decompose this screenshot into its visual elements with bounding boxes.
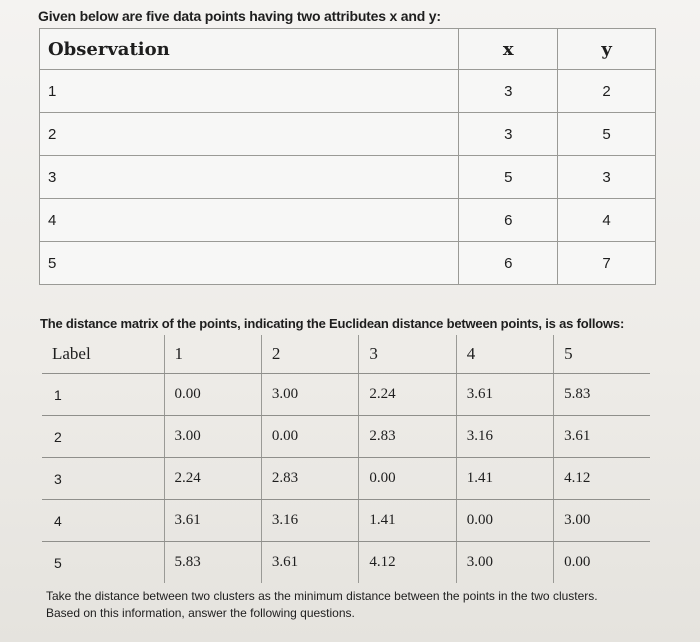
distance-cell: 0.00 (261, 416, 358, 458)
y-cell: 5 (558, 113, 656, 156)
table-row (40, 113, 656, 156)
distance-cell: 2.83 (359, 416, 456, 458)
table-row (40, 156, 656, 199)
row-label: 5 (54, 554, 62, 571)
distance-cell: 5.83 (554, 374, 650, 416)
table-row (42, 374, 650, 416)
distance-header-row (42, 335, 650, 374)
table-row (40, 199, 656, 242)
distance-cell: 0.00 (164, 374, 261, 416)
distance-cell: 3.00 (554, 500, 650, 542)
y-cell: 7 (558, 242, 656, 285)
distance-cell: 1.41 (359, 500, 456, 542)
distance-cell: 0.00 (456, 500, 553, 542)
distance-intro-text: The distance matrix of the points, indicating the Euclidean distance between points, is as follows: (40, 316, 625, 331)
table-row (42, 458, 650, 500)
x-cell: 3 (459, 113, 558, 156)
header-col-3: 3 (359, 335, 456, 374)
y-cell: 2 (558, 70, 656, 113)
header-col-5: 5 (554, 335, 650, 374)
intro-text: Given below are five data points having two attributes x and y: (38, 8, 441, 24)
header-col-4: 4 (456, 335, 553, 374)
distance-cell: 3.00 (261, 374, 358, 416)
header-observation: Observation (40, 29, 459, 70)
distance-cell: 2.24 (164, 458, 261, 500)
distance-matrix-table (42, 335, 650, 583)
header-col-1: 1 (164, 335, 261, 374)
header-y: y (558, 29, 656, 70)
table-row (42, 542, 650, 584)
distance-cell: 3.00 (456, 542, 553, 584)
table-row (42, 416, 650, 458)
observation-cell: 4 (40, 199, 459, 242)
distance-cell: 0.00 (554, 542, 650, 584)
distance-cell: 2.24 (359, 374, 456, 416)
distance-cell: 1.41 (456, 458, 553, 500)
distance-cell: 0.00 (359, 458, 456, 500)
instructions-text: Take the distance between two clusters as the minimum distance between the points in the two clusters. Based on this information, answer the following questions. (46, 589, 598, 620)
distance-cell: 4.12 (359, 542, 456, 584)
distance-cell: 4.12 (554, 458, 650, 500)
distance-cell: 3.16 (261, 500, 358, 542)
x-cell: 6 (459, 199, 558, 242)
header-col-2: 2 (261, 335, 358, 374)
distance-cell: 5.83 (164, 542, 261, 584)
observation-table (39, 28, 656, 285)
distance-cell: 3.61 (164, 500, 261, 542)
x-cell: 5 (459, 156, 558, 199)
observation-cell: 2 (40, 113, 459, 156)
row-label: 3 (42, 458, 164, 500)
header-x: x (459, 29, 558, 70)
distance-cell: 2.83 (261, 458, 358, 500)
distance-cell: 3.61 (456, 374, 553, 416)
row-label: 4 (42, 500, 164, 542)
distance-cell: 3.00 (164, 416, 261, 458)
observation-header-row (40, 29, 656, 70)
y-cell: 4 (558, 199, 656, 242)
table-row (42, 500, 650, 542)
row-label: 2 (42, 416, 164, 458)
observation-cell: 3 (40, 156, 459, 199)
table-row (40, 242, 656, 285)
distance-cell: 3.61 (554, 416, 650, 458)
x-cell: 6 (459, 242, 558, 285)
header-label: Label (42, 335, 164, 374)
observation-cell: 1 (40, 70, 459, 113)
x-cell: 3 (459, 70, 558, 113)
row-label: 1 (42, 374, 164, 416)
table-row (40, 70, 656, 113)
distance-cell: 3.16 (456, 416, 553, 458)
y-cell: 3 (558, 156, 656, 199)
distance-cell: 3.61 (261, 542, 358, 584)
observation-cell: 5 (40, 242, 459, 285)
